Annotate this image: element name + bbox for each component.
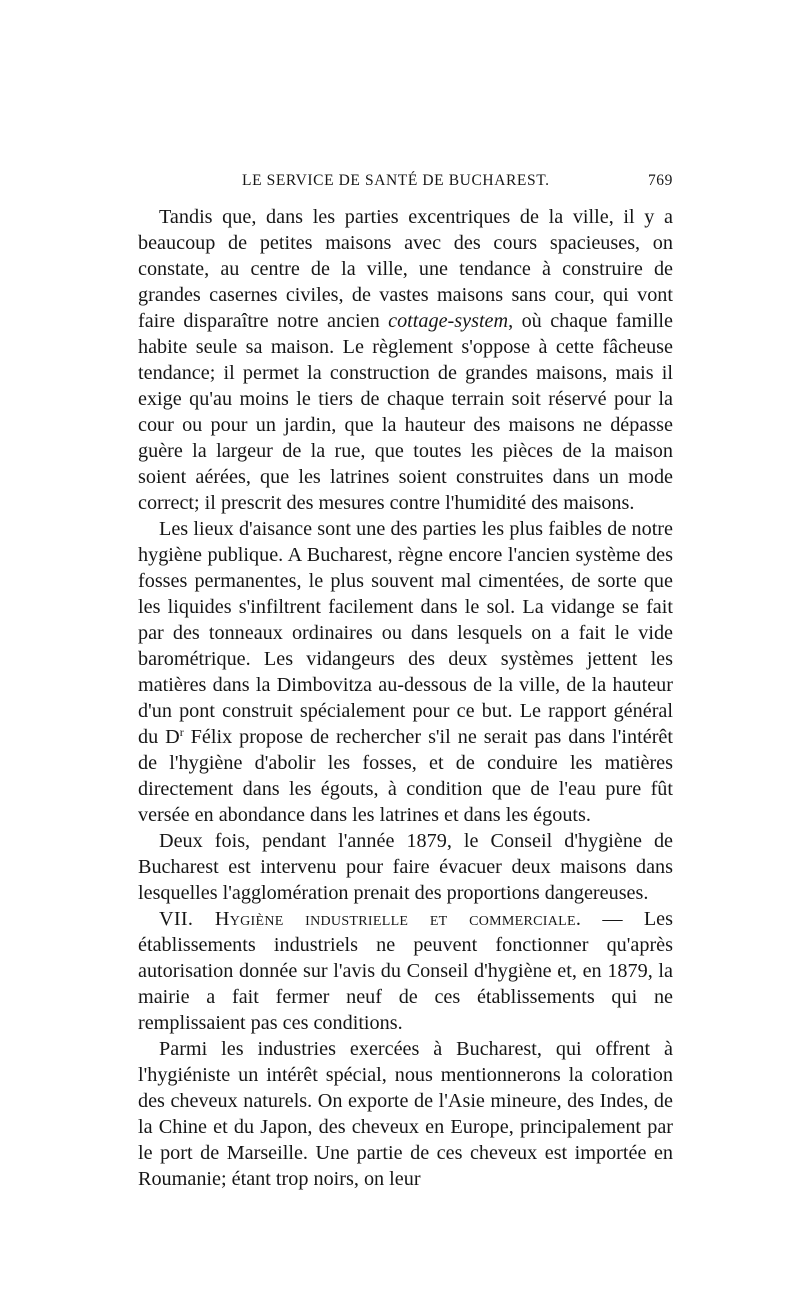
superscript-r: r [179, 725, 184, 739]
paragraph-latrines-text: Les lieux d'aisance sont une des parties les plus faibles de notre hygiène publique. A Bucharest, règne encore l'ancien système des fosses permanentes, le plus souvent mal cimentées, de sorte que les liquides s'infiltrent facilement dans le sol. La vidange se fait par des tonneaux ordinaires ou dans lesquels on a fait le vide barométrique. Les vidangeurs des deux systèmes jettent les matières dans la Dimbovitza au-dessous de la ville, de la hauteur d'un pont construit spécialement pour ce but. Le rapport général du D [138, 518, 673, 748]
running-head [138, 172, 673, 194]
paragraph-housing [138, 204, 673, 516]
body-text [138, 204, 673, 1192]
book-page [138, 172, 673, 1192]
paragraph-housing-text: Tandis que, dans les parties excentriques de la ville, il y a beaucoup de petites maisons avec des cours spacieuses, on constate, au centre de la ville, une tendance à construire de grandes casernes civiles, de vastes maisons sans cour, qui vont faire disparaître notre ancien [138, 206, 673, 332]
running-title: LE SERVICE DE SANTÉ DE BUCHAREST. [242, 172, 550, 189]
paragraph-industrial-hygiene [138, 906, 673, 1036]
section-heading: VII. Hygiène industrielle et commerciale. [159, 908, 582, 930]
paragraph-hair-coloring: Parmi les industries exercées à Bucharest, qui offrent à l'hygiéniste un intérêt spécial, nous mentionnerons la coloration des cheveux naturels. On exporte de l'Asie mineure, des Indes, de la Chine et du Japon, des cheveux en Europe, principalement par le port de Marseille. Une partie de ces cheveux est importée en Roumanie; étant trop noirs, on leur [138, 1038, 673, 1190]
page-number: 769 [647, 172, 673, 189]
paragraph-latrines-text-end: Félix propose de rechercher s'il ne serait pas dans l'intérêt de l'hygiène d'abolir les fosses, et de conduire les matières directement dans les égouts, à condition que de l'eau pure fût versée en abondance dans les latrines et dans les égouts. [138, 726, 673, 826]
paragraph-latrines [138, 516, 673, 828]
paragraph-housing-text-end: , où chaque famille habite seule sa maison. Le règlement s'oppose à cette fâcheuse tendance; il permet la construction de grandes maisons, mais il exige qu'au moins le tiers de chaque terrain soit réservé pour la cour ou pour un jardin, que la hauteur des maisons ne dépasse guère la largeur de la rue, que toutes les pièces de la maison soient aérées, que les latrines soient construites dans un mode correct; il prescrit des mesures contre l'humidité des maisons. [138, 310, 674, 514]
paragraph-evacuation: Deux fois, pendant l'année 1879, le Conseil d'hygiène de Bucharest est intervenu pour faire évacuer deux maisons dans lesquelles l'agglomération prenait des proportions dangereuses. [138, 830, 673, 904]
italic-term: cottage-system [388, 310, 509, 332]
paragraph-industrial-text: — Les établissements industriels ne peuvent fonctionner qu'après autorisation donnée sur l'avis du Conseil d'hygiène et, en 1879, la mairie a fait fermer neuf de ces établissements qui ne remplissaient pas ces conditions. [138, 908, 673, 1034]
